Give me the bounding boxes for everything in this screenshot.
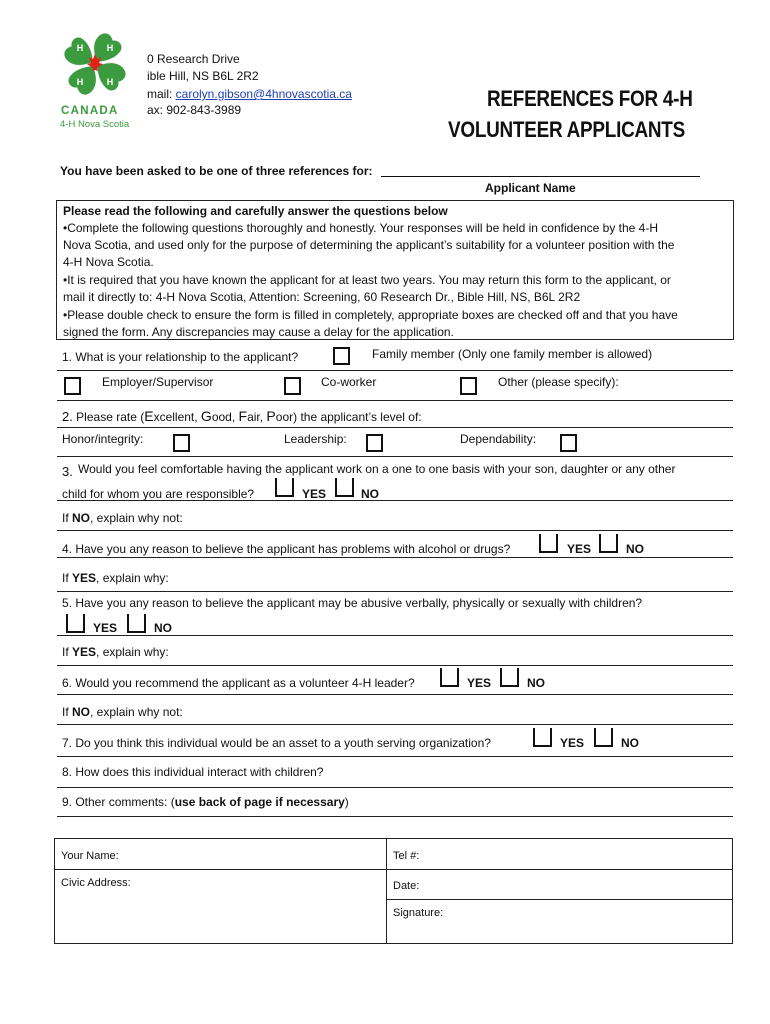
q1-family-checkbox[interactable] xyxy=(333,347,350,365)
divider xyxy=(57,816,733,817)
your-name-field[interactable]: Your Name: xyxy=(61,850,119,862)
q9-pre: 9. Other comments: ( xyxy=(62,795,175,809)
q3-no-label: NO xyxy=(361,487,379,501)
q6-no-label: NO xyxy=(527,676,545,690)
q8-text: 8. How does this individual interact with children? xyxy=(62,765,324,779)
q5-explain-pre: If xyxy=(62,645,73,659)
q2-dependability-label: Dependability: xyxy=(460,432,537,446)
tel-field[interactable]: Tel #: xyxy=(393,850,420,862)
table-divider-right-2 xyxy=(386,899,733,900)
q6-explain xyxy=(62,705,183,719)
q1-coworker-checkbox[interactable] xyxy=(284,377,301,395)
q2-num: 2. xyxy=(62,409,73,424)
q3-no-checkbox[interactable] xyxy=(335,478,354,497)
q3-explain-pre: If xyxy=(62,511,73,525)
q1-employer-checkbox[interactable] xyxy=(64,377,81,395)
q1-employer-label: Employer/Supervisor xyxy=(102,375,214,389)
date-field[interactable]: Date: xyxy=(393,880,420,892)
q1-family-label: Family member (Only one family member is allowed) xyxy=(372,347,653,361)
q2-e: E xyxy=(144,408,154,424)
q4-explain-post: , explain why: xyxy=(96,571,169,585)
q2-e-rest: xcellent, xyxy=(153,410,201,424)
q6-explain-key: NO xyxy=(72,705,91,719)
q2-leadership-label: Leadership: xyxy=(284,432,347,446)
table-divider-left xyxy=(54,869,386,870)
q4-explain-key: YES xyxy=(72,571,97,585)
instructions-line: •It is required that you have known the applicant for at least two years. You may return this form to the applicant, or xyxy=(63,273,671,287)
svg-text:H: H xyxy=(106,43,114,53)
q1-coworker-label: Co-worker xyxy=(321,375,377,389)
q3-yes-checkbox[interactable] xyxy=(275,478,294,497)
q6-yes-label: YES xyxy=(467,676,492,690)
q2-p1: Please rate ( xyxy=(72,410,145,424)
instructions-line: 4-H Nova Scotia. xyxy=(63,255,154,269)
q5-yes-label: YES xyxy=(93,621,118,635)
q9-bold: use back of page if necessary xyxy=(174,795,345,809)
applicant-name-line[interactable] xyxy=(381,176,700,177)
clover-logo xyxy=(56,30,134,98)
divider xyxy=(57,787,733,788)
q4-yes-checkbox[interactable] xyxy=(539,534,558,553)
q2-g-rest: ood, xyxy=(211,410,239,424)
q3-line1: Would you feel comfortable having the applicant work on a one to one basis with your son, daughter or any other xyxy=(78,462,676,476)
q1-text: 1. What is your relationship to the applicant? xyxy=(62,350,299,364)
q2-p-rest: oor) the applicant’s level of: xyxy=(275,410,422,424)
divider xyxy=(57,400,733,401)
q4-explain-pre: If xyxy=(62,571,73,585)
q3-yes-label: YES xyxy=(302,487,327,501)
q3-line2: child for whom you are responsible? xyxy=(62,487,255,501)
q7-no-label: NO xyxy=(621,736,639,750)
q1-other-label: Other (please specify): xyxy=(498,375,619,389)
q2-p: P xyxy=(266,408,276,424)
q2-dependability-checkbox[interactable] xyxy=(560,434,577,452)
q7-text: 7. Do you think this individual would be an asset to a youth serving organization? xyxy=(62,736,491,750)
instructions-heading: Please read the following and carefully answer the questions below xyxy=(63,204,448,218)
applicant-name-label: Applicant Name xyxy=(485,181,576,195)
fax-line: ax: 902-843-3989 xyxy=(147,103,242,117)
instructions-line: •Complete the following questions thoroughly and honestly. Your responses will be held in confidence by the 4-H xyxy=(63,221,659,235)
q2-honor-checkbox[interactable] xyxy=(173,434,190,452)
divider xyxy=(57,694,733,695)
q6-yes-checkbox[interactable] xyxy=(440,668,459,687)
q7-yes-label: YES xyxy=(560,736,585,750)
q3-explain-key: NO xyxy=(72,511,91,525)
q2-f: F xyxy=(238,408,248,424)
q4-explain xyxy=(62,571,169,585)
clover-icon xyxy=(56,30,134,98)
svg-text:H: H xyxy=(106,77,114,87)
instructions-line: Nova Scotia, and used only for the purpose of determining the applicant’s suitability for a volunteer position with the xyxy=(63,238,675,252)
logo-text-sub: 4-H Nova Scotia xyxy=(60,119,130,130)
q7-no-checkbox[interactable] xyxy=(594,728,613,747)
divider xyxy=(57,530,733,531)
q2-honor-label: Honor/integrity: xyxy=(62,432,144,446)
q5-no-label: NO xyxy=(154,621,172,635)
q3-explain-post: , explain why not: xyxy=(90,511,183,525)
divider xyxy=(57,500,733,501)
q5-yes-checkbox[interactable] xyxy=(66,614,85,633)
q1-other-checkbox[interactable] xyxy=(460,377,477,395)
q6-text: 6. Would you recommend the applicant as a volunteer 4-H leader? xyxy=(62,676,415,690)
q5-explain-post: , explain why: xyxy=(96,645,169,659)
email-link[interactable]: carolyn.gibson@4hnovascotia.ca xyxy=(175,87,352,101)
q9-post: ) xyxy=(344,795,349,809)
divider xyxy=(57,370,733,371)
email-prefix: mail: xyxy=(147,87,176,101)
civic-address-field[interactable]: Civic Address: xyxy=(61,877,131,889)
reference-prompt: You have been asked to be one of three references for: xyxy=(60,164,373,178)
q2-leadership-checkbox[interactable] xyxy=(366,434,383,452)
q5-explain-key: YES xyxy=(72,645,97,659)
svg-text:H: H xyxy=(76,43,84,53)
table-divider-right xyxy=(386,869,733,870)
instructions-line: •Please double check to ensure the form is filled in completely, appropriate boxes are checked off and that you have xyxy=(63,308,678,322)
q6-explain-post: , explain why not: xyxy=(90,705,183,719)
divider xyxy=(57,635,733,636)
address-line-2: ible Hill, NS B6L 2R2 xyxy=(147,69,259,83)
q5-text: 5. Have you any reason to believe the applicant may be abusive verbally, physically or sexually with children? xyxy=(62,596,643,610)
q6-explain-pre: If xyxy=(62,705,73,719)
form-title-line1: REFERENCES FOR 4-H xyxy=(487,86,693,111)
q7-yes-checkbox[interactable] xyxy=(533,728,552,747)
logo-text-canada: CANADA xyxy=(61,105,119,117)
address-line-1: 0 Research Drive xyxy=(147,52,240,66)
divider xyxy=(57,756,733,757)
q4-text: 4. Have you any reason to believe the applicant has problems with alcohol or drugs? xyxy=(62,542,511,556)
q4-no-label: NO xyxy=(626,542,644,556)
q2-g: G xyxy=(200,408,212,424)
divider xyxy=(57,724,733,725)
q2-f-rest: air, xyxy=(247,410,267,424)
q2-text xyxy=(62,409,422,424)
q4-yes-label: YES xyxy=(567,542,592,556)
divider xyxy=(57,427,733,428)
table-divider-vertical xyxy=(386,838,387,944)
q5-no-checkbox[interactable] xyxy=(127,614,146,633)
divider xyxy=(57,557,733,558)
signature-field[interactable]: Signature: xyxy=(393,907,444,919)
q6-no-checkbox[interactable] xyxy=(500,668,519,687)
divider xyxy=(57,665,733,666)
email-line xyxy=(147,87,352,101)
q3-explain xyxy=(62,511,183,525)
instructions-line: signed the form. Any discrepancies may cause a delay for the application. xyxy=(63,325,454,339)
q9-text xyxy=(62,795,349,809)
divider xyxy=(57,591,733,592)
q3-num: 3. xyxy=(62,464,73,479)
divider xyxy=(57,456,733,457)
q5-explain xyxy=(62,645,169,659)
instructions-line: mail it directly to: 4-H Nova Scotia, Attention: Screening, 60 Research Dr., Bible Hill, NS, B6L 2R2 xyxy=(63,290,581,304)
q4-no-checkbox[interactable] xyxy=(599,534,618,553)
form-title-line2: VOLUNTEER APPLICANTS xyxy=(448,117,685,142)
svg-text:H: H xyxy=(76,77,84,87)
